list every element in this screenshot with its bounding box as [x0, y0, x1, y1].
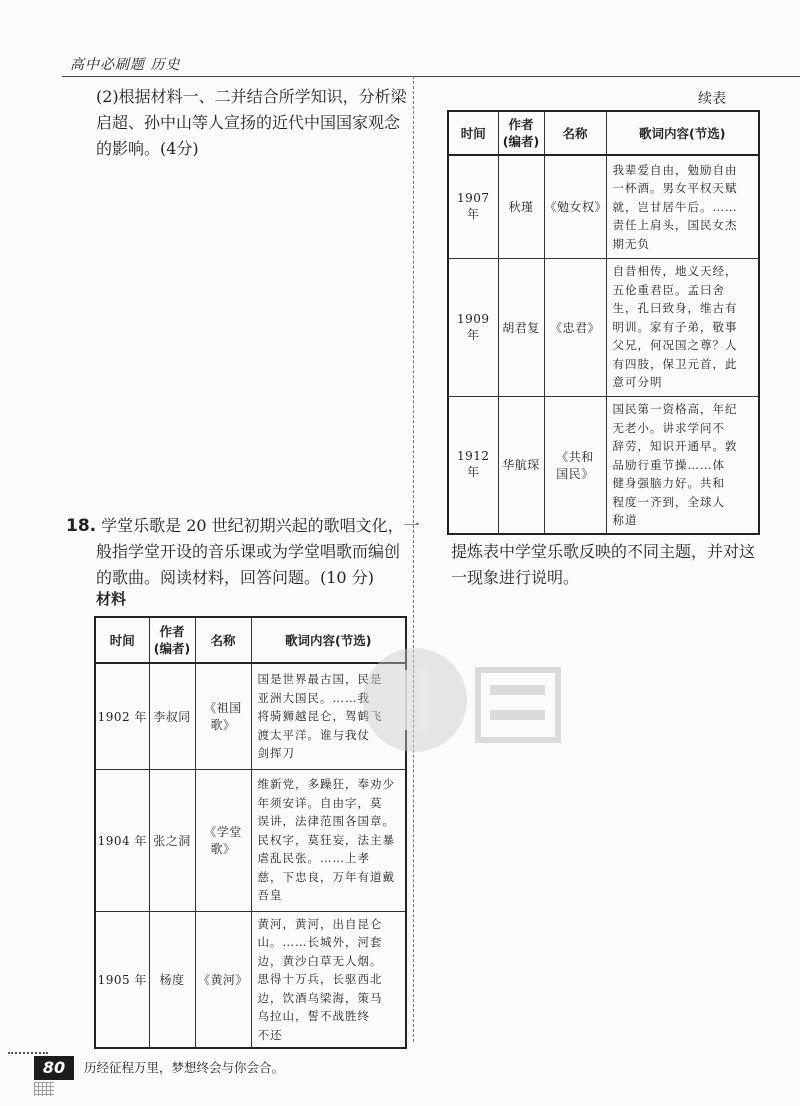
column-divider: [413, 76, 414, 1042]
songs-table-left: [94, 616, 407, 1049]
header-author: 作者 (编者): [149, 617, 195, 663]
cell-lyrics: 我辈爱自由，勉励自由 一杯酒。男女平权天赋 就，岂甘居牛后。…… 责任上肩头，国民女杰 期无负: [606, 155, 759, 258]
cell-time: 1912 年: [448, 396, 498, 534]
cell-time: 1904 年: [95, 769, 149, 911]
header-name: 名称: [195, 617, 251, 663]
cell-time: 1909 年: [448, 258, 498, 396]
question-18-line: 学堂乐歌是 20 世纪初期兴起的歌唱文化，一: [101, 516, 420, 535]
cell-author: 杨度: [149, 911, 195, 1048]
cell-lyrics: 自昔相传，地义天经， 五伦重君臣。孟曰舍 生，孔曰致身，维古有 明训。家有子弟，敬事 父兄，何况国之尊？人 有四肢，保卫元首，此 意可分明: [606, 258, 759, 396]
cell-author: 华航琛: [498, 396, 544, 534]
cell-lyrics: 维新党，多躁狂，奉劝少 年须安详。自由字，莫 误讲，法律范围各国章。 民权字，莫狂妄，法主暴 虐乱民张。……上孝 慈，下忠良，万年有道戴 吾皇: [251, 769, 406, 911]
table-row: [95, 769, 406, 911]
table-row: [95, 663, 406, 769]
question-2-line: 的影响。(4分): [96, 139, 199, 158]
cell-lyrics: 国民第一资格高，年纪 无老小。讲求学问不 辞劳，知识开通早。敦 品励行重节操……体 健身强脑力好。共和 程度一齐到，全球人 称道: [606, 396, 759, 534]
cell-author: 李叔同: [149, 663, 195, 769]
header-name: 名称: [544, 111, 606, 155]
footer-dots: [8, 1052, 48, 1054]
footer-motto: 历经征程万里，梦想终会与你会合。: [84, 1060, 285, 1075]
page-header: 高中必刷题 历史: [70, 57, 181, 73]
question-18-number: 18.: [66, 516, 97, 536]
question-2-text: [96, 84, 408, 162]
cell-time: 1902 年: [95, 663, 149, 769]
header-rule: [62, 76, 800, 77]
cell-lyrics: 黄河，黄河，出自昆仑 山。……长城外，河套 边，黄沙白草无人烟。 思得十万兵，长驱西北 边，饮酒乌梁海，策马 乌拉山，誓不战胜终 不还: [251, 911, 406, 1048]
cell-author: 胡君复: [498, 258, 544, 396]
table-row: [448, 258, 759, 396]
cell-author: 秋瑾: [498, 155, 544, 258]
table-header-row: [448, 111, 759, 155]
question-18-text: [66, 513, 420, 591]
question-2-line: (2)根据材料一、二并结合所学知识，分析梁: [96, 87, 407, 106]
header-content: 歌词内容(节选): [606, 111, 759, 155]
table-row: [448, 155, 759, 258]
cell-time: 1907 年: [448, 155, 498, 258]
right-question-line: 一现象进行说明。: [451, 568, 580, 587]
cell-name: 《黄河》: [195, 911, 251, 1048]
question-18-line: 般指学堂开设的音乐课或为学堂唱歌而编创: [96, 542, 401, 561]
header-time: 时间: [95, 617, 149, 663]
cell-name: 《勉女权》: [544, 155, 606, 258]
table-row: [448, 396, 759, 534]
material-label: 材料: [96, 590, 127, 608]
page-number-grid: [34, 1082, 54, 1096]
question-2-line: 启超、孙中山等人宣扬的近代中国国家观念: [96, 113, 401, 132]
right-question-text: [451, 539, 791, 591]
right-question-line: 提炼表中学堂乐歌反映的不同主题，并对这: [451, 542, 756, 561]
cell-name: 《祖国歌》: [195, 663, 251, 769]
page-number: 80: [34, 1056, 74, 1080]
table-header-row: [95, 617, 406, 663]
header-author: 作者 (编者): [498, 111, 544, 155]
cell-name: 《学堂歌》: [195, 769, 251, 911]
header-time: 时间: [448, 111, 498, 155]
table-row: [95, 911, 406, 1048]
cell-name: 《共和 国民》: [544, 396, 606, 534]
cell-author: 张之洞: [149, 769, 195, 911]
continued-table-label: 续表: [698, 91, 726, 107]
cell-time: 1905 年: [95, 911, 149, 1048]
cell-name: 《忠君》: [544, 258, 606, 396]
header-content: 歌词内容(节选): [251, 617, 406, 663]
question-18-line: 的歌曲。阅读材料，回答问题。(10 分): [96, 568, 374, 587]
songs-table-right: [447, 110, 760, 535]
cell-lyrics: 国是世界最古国，民是 亚洲大国民。……我 将骑狮越昆仑，驾鹤飞 渡太平洋。谁与我仗 剑挥刀: [251, 663, 406, 769]
